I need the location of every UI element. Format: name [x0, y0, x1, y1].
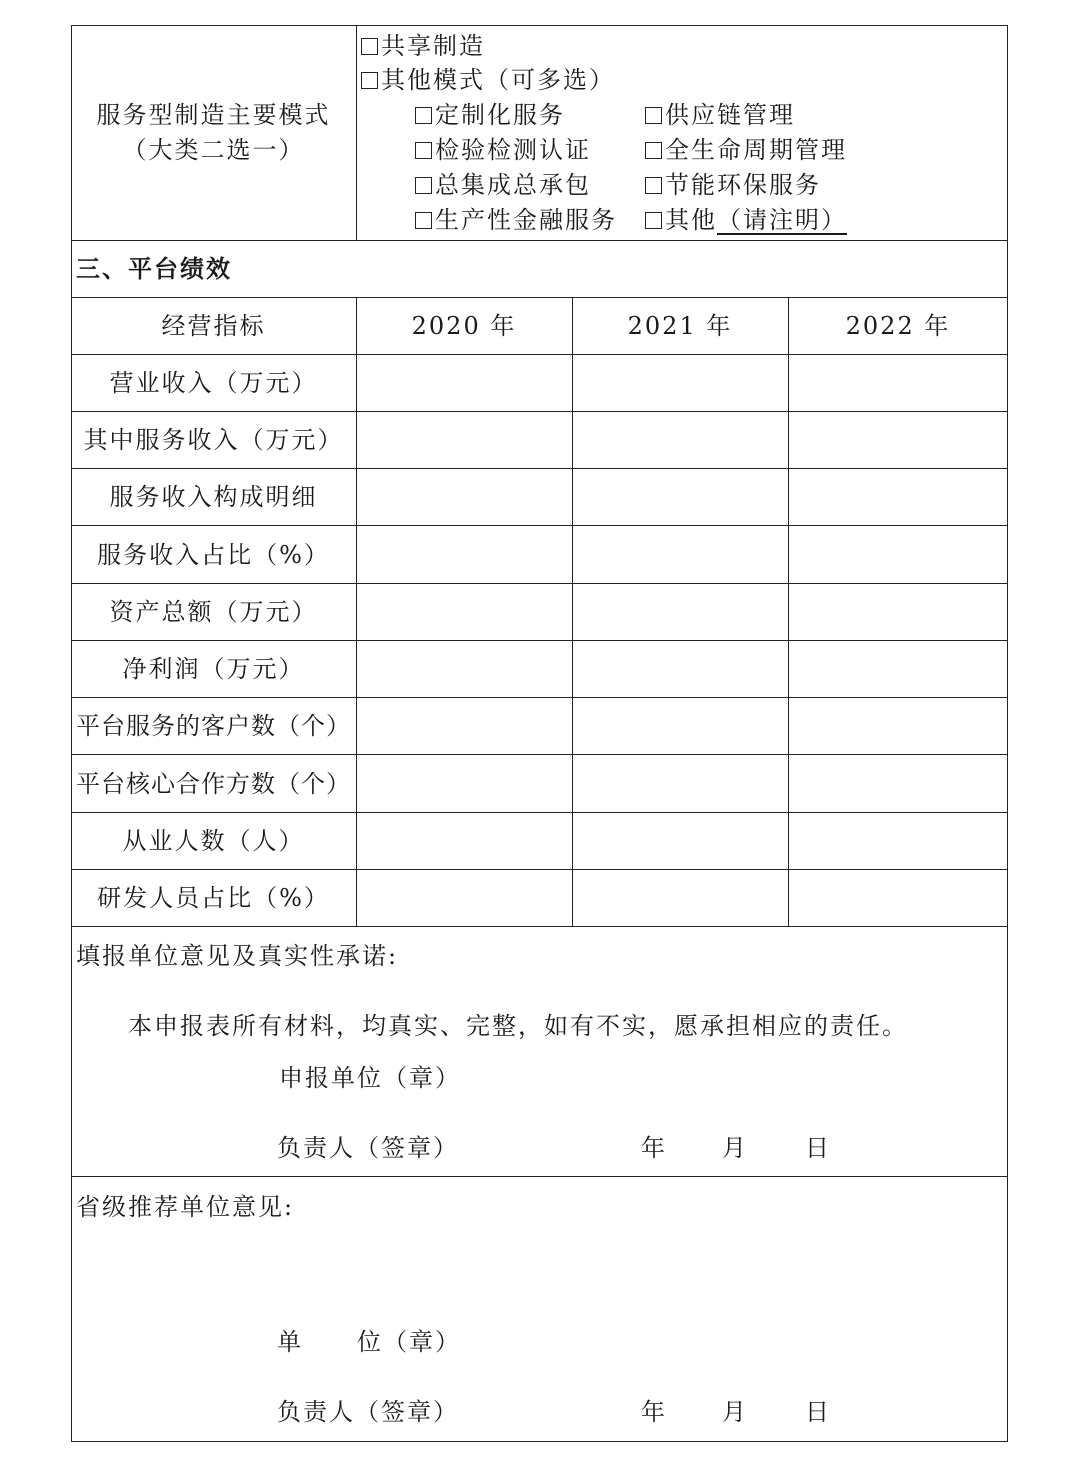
- date-year: 年: [641, 1134, 667, 1162]
- checkbox[interactable]: [645, 177, 662, 194]
- row-divider: [71, 869, 1008, 870]
- checkbox[interactable]: [361, 38, 378, 55]
- mode-label-line2: （大类二选一）: [122, 136, 305, 164]
- checkbox[interactable]: [415, 107, 432, 124]
- option-label: 总集成总承包: [435, 171, 591, 199]
- row-divider: [71, 926, 1008, 927]
- checkbox[interactable]: [415, 212, 432, 229]
- row-divider: [71, 640, 1008, 641]
- shared-manufacturing-option[interactable]: [361, 31, 485, 61]
- option-label: 其他: [665, 206, 717, 234]
- applicant-unit-label: 申报单位（章）: [279, 1064, 461, 1092]
- table-row-label: 资产总额（万元）: [109, 598, 318, 626]
- date-month: 月: [722, 1134, 748, 1162]
- option-label: 节能环保服务: [665, 171, 821, 199]
- table-row-label: 从业人数（人）: [122, 827, 305, 855]
- province-unit-label-b: 位（章）: [357, 1328, 461, 1356]
- option-label: 检验检测认证: [435, 136, 591, 164]
- checkbox[interactable]: [415, 177, 432, 194]
- other-note: （请注明）: [717, 206, 847, 234]
- supply-chain-option[interactable]: [645, 100, 795, 130]
- row-divider: [71, 697, 1008, 698]
- province-unit-label-a: 单: [277, 1328, 303, 1356]
- option-label: 生产性金融服务: [435, 206, 617, 234]
- option-label: 定制化服务: [435, 101, 565, 129]
- option-label: 共享制造: [381, 32, 485, 60]
- other-option[interactable]: [645, 205, 847, 235]
- applicant-leader-label: 负责人（签章）: [277, 1134, 459, 1162]
- table-row-label: 净利润（万元）: [122, 655, 305, 683]
- option-label: 全生命周期管理: [665, 136, 847, 164]
- table-header-cell: 经营指标: [161, 312, 266, 340]
- date-day: 日: [805, 1398, 831, 1426]
- option-label: 供应链管理: [665, 101, 795, 129]
- custom-service-option[interactable]: [415, 100, 565, 130]
- row-divider: [71, 411, 1008, 412]
- option-label: 其他模式（可多选）: [381, 66, 615, 94]
- mode-label-line1: 服务型制造主要模式: [96, 101, 331, 129]
- table-header-cell: 2020 年: [411, 312, 517, 340]
- province-leader-label: 负责人（签章）: [277, 1398, 459, 1426]
- checkbox[interactable]: [415, 142, 432, 159]
- row-divider: [71, 468, 1008, 469]
- table-row-label: 服务收入占比（%）: [97, 541, 330, 569]
- table-row-label: 平台核心合作方数（个）: [76, 770, 351, 798]
- row-divider: [71, 1176, 1008, 1177]
- energy-service-option[interactable]: [645, 170, 821, 200]
- lifecycle-option[interactable]: [645, 135, 847, 165]
- col-divider: [572, 297, 573, 926]
- row-divider: [71, 754, 1008, 755]
- table-row-label: 其中服务收入（万元）: [83, 426, 344, 454]
- row-divider: [71, 525, 1008, 526]
- integration-option[interactable]: [415, 170, 591, 200]
- row-divider: [71, 583, 1008, 584]
- checkbox[interactable]: [361, 72, 378, 89]
- row-divider: [71, 354, 1008, 355]
- table-header-cell: 2022 年: [845, 312, 951, 340]
- other-modes-option[interactable]: [361, 65, 615, 95]
- table-row-label: 服务收入构成明细: [109, 483, 318, 511]
- table-row-label: 研发人员占比（%）: [97, 884, 330, 912]
- date-month: 月: [722, 1398, 748, 1426]
- row-divider: [71, 297, 1008, 298]
- promise-statement: 本申报表所有材料，均真实、完整，如有不实，愿承担相应的责任。: [128, 1012, 908, 1040]
- checkbox[interactable]: [645, 142, 662, 159]
- province-title: 省级推荐单位意见:: [76, 1193, 295, 1221]
- promise-title: 填报单位意见及真实性承诺:: [76, 942, 399, 970]
- checkbox[interactable]: [645, 107, 662, 124]
- row-divider: [71, 240, 1008, 241]
- table-header-cell: 2021 年: [627, 312, 733, 340]
- date-day: 日: [805, 1134, 831, 1162]
- finance-service-option[interactable]: [415, 205, 617, 235]
- section-title: 三、平台绩效: [76, 254, 232, 283]
- col-divider: [356, 25, 357, 240]
- col-divider: [356, 297, 357, 926]
- checkbox[interactable]: [645, 212, 662, 229]
- date-year: 年: [641, 1398, 667, 1426]
- table-row-label: 平台服务的客户数（个）: [76, 712, 351, 740]
- row-divider: [71, 812, 1008, 813]
- inspection-option[interactable]: [415, 135, 591, 165]
- table-row-label: 营业收入（万元）: [109, 369, 318, 397]
- col-divider: [788, 297, 789, 926]
